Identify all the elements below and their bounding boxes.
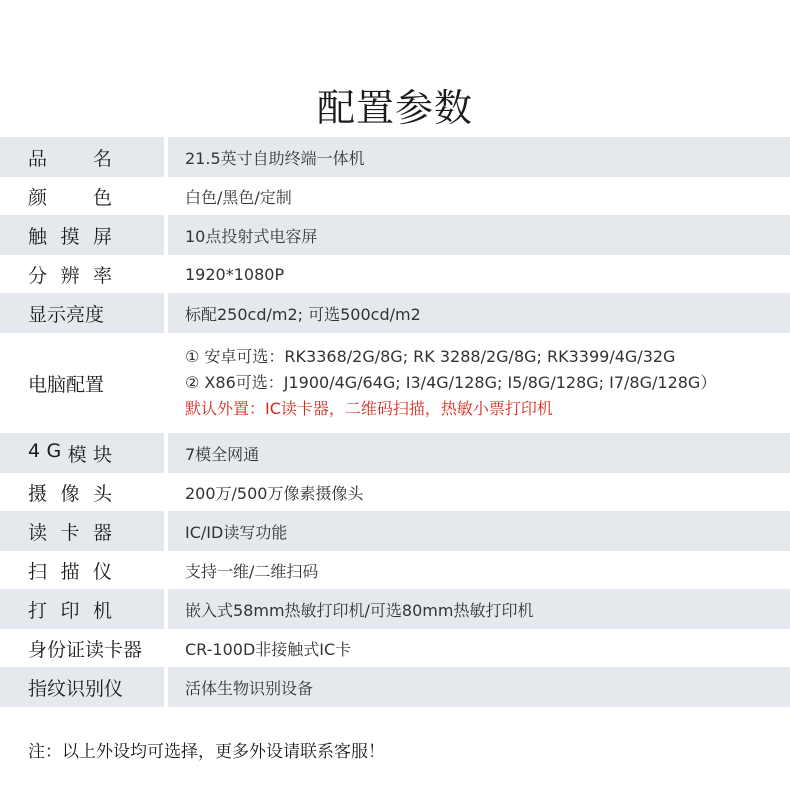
- table-row: [0, 333, 790, 433]
- table-row: [0, 177, 790, 215]
- row-label: [0, 589, 164, 629]
- label-char: 扫: [28, 560, 48, 583]
- label-char: 卡: [60, 521, 80, 544]
- label-resolution: [28, 261, 112, 288]
- row-label: [0, 333, 164, 433]
- label-char: 摸: [60, 225, 80, 248]
- spec-table: [0, 137, 790, 707]
- label-brightness: 显示亮度: [28, 303, 105, 326]
- row-label: [0, 255, 164, 293]
- label-char: 4: [28, 439, 41, 462]
- row-label: [0, 177, 164, 215]
- label-camera: [28, 479, 112, 506]
- label-char: 摄: [28, 482, 48, 505]
- row-label: [0, 473, 164, 511]
- row-label: [0, 551, 164, 589]
- label-4g-module: [28, 440, 112, 467]
- label-char: 打: [28, 599, 48, 622]
- config-default-peripherals: 默认外置：IC读卡器，二维码扫描，热敏小票打印机: [185, 399, 553, 418]
- table-row: [0, 589, 790, 629]
- label-scanner: [28, 557, 112, 584]
- row-value: 白色/黑色/定制: [168, 177, 790, 215]
- label-char: 头: [92, 482, 112, 505]
- label-color: [28, 183, 112, 210]
- row-value: IC/ID读写功能: [168, 511, 790, 551]
- label-char: 印: [60, 599, 80, 622]
- row-value: 21.5英寸自助终端一体机: [168, 137, 790, 177]
- label-product-name: [28, 144, 112, 171]
- row-value: 10点投射式电容屏: [168, 215, 790, 255]
- row-value: 200万/500万像素摄像头: [168, 473, 790, 511]
- label-printer: [28, 596, 112, 623]
- label-touchscreen: [28, 222, 112, 249]
- row-label: [0, 293, 164, 333]
- row-label: [0, 433, 164, 473]
- table-row: [0, 511, 790, 551]
- label-fingerprint: 指纹识别仪: [28, 677, 124, 700]
- label-char: 块: [92, 443, 112, 466]
- row-value: CR-100D非接触式IC卡: [168, 629, 790, 667]
- label-char: 机: [92, 599, 112, 622]
- label-char: 名: [92, 147, 112, 170]
- row-value: 支持一维/二维扫码: [168, 551, 790, 589]
- row-label: [0, 215, 164, 255]
- config-line-x86: ② X86可选：J1900/4G/64G; I3/4G/128G; I5/8G/128G; I7/8G/128G）: [185, 373, 717, 392]
- label-char: 颜: [28, 186, 48, 209]
- row-label: [0, 511, 164, 551]
- label-char: 像: [60, 482, 80, 505]
- label-char: 色: [92, 186, 112, 209]
- label-char: 描: [60, 560, 80, 583]
- label-char: 触: [28, 225, 48, 248]
- label-char: 品: [28, 147, 48, 170]
- footnote: 注：以上外设均可选择，更多外设请联系客服！: [28, 742, 385, 762]
- row-value: 1920*1080P: [168, 255, 790, 293]
- label-char: 率: [92, 264, 112, 287]
- row-value: 活体生物识别设备: [168, 667, 790, 707]
- row-value: 标配250cd/m2; 可选500cd/m2: [168, 293, 790, 333]
- label-char: 模: [67, 443, 87, 466]
- label-computer-config: 电脑配置: [28, 373, 105, 396]
- table-row: [0, 667, 790, 707]
- row-label: [0, 667, 164, 707]
- label-char: G: [46, 439, 62, 462]
- table-row: [0, 629, 790, 667]
- label-card-reader: [28, 518, 112, 545]
- table-row: [0, 551, 790, 589]
- table-row: [0, 433, 790, 473]
- table-row: [0, 215, 790, 255]
- row-label: [0, 137, 164, 177]
- table-row: [0, 293, 790, 333]
- row-value: [168, 333, 790, 433]
- row-label: [0, 629, 164, 667]
- table-row: [0, 473, 790, 511]
- label-char: 仪: [92, 560, 112, 583]
- label-char: 屏: [92, 225, 112, 248]
- label-char: 分: [28, 264, 48, 287]
- label-id-card-reader: 身份证读卡器: [28, 638, 143, 661]
- page-title: 配置参数: [316, 86, 473, 131]
- config-line-android: ① 安卓可选：RK3368/2G/8G; RK 3288/2G/8G; RK3399/4G/32G: [185, 347, 676, 366]
- label-char: 器: [92, 521, 112, 544]
- label-char: 辨: [60, 264, 80, 287]
- label-char: 读: [28, 521, 48, 544]
- table-row: [0, 255, 790, 293]
- table-row: [0, 137, 790, 177]
- row-value: 嵌入式58mm热敏打印机/可选80mm热敏打印机: [168, 589, 790, 629]
- row-value: 7模全网通: [168, 433, 790, 473]
